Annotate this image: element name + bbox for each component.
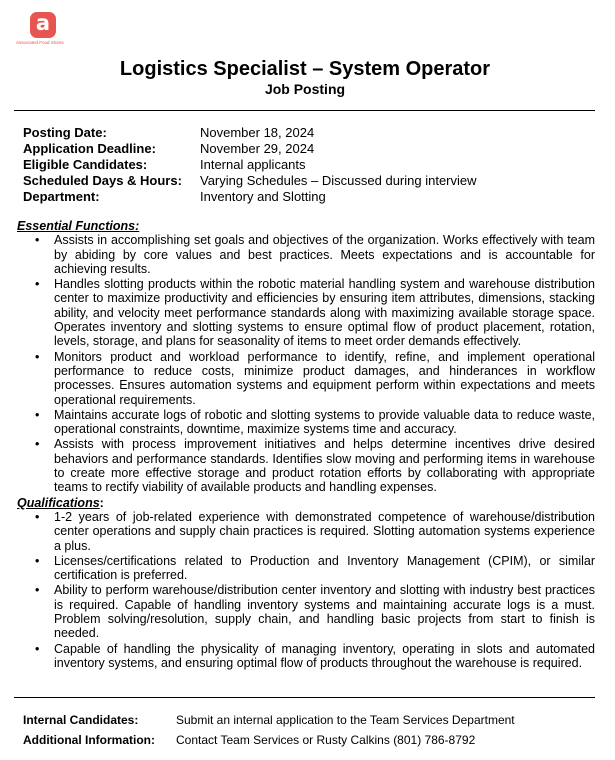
logo-text: Associated Food Stores	[16, 40, 64, 45]
info-row	[23, 141, 477, 157]
top-divider	[14, 110, 595, 111]
info-row	[23, 157, 477, 173]
bullet-icon: •	[35, 277, 40, 292]
info-row	[23, 125, 477, 141]
footer-value: Submit an internal application to the Team Services Department	[176, 713, 515, 727]
info-value: November 18, 2024	[200, 125, 315, 140]
info-row	[23, 189, 477, 205]
info-label: Scheduled Days & Hours:	[23, 173, 182, 188]
list-item-text: Capable of handling the physicality of managing inventory, operating in slots and automated inventory systems, and ensuring optimal flow of products throughout the warehouse is required.	[54, 641, 595, 670]
list-item-text: Licenses/certifications related to Production and Inventory Management (CPIM), or similar certification is preferred.	[54, 553, 595, 583]
info-value: Internal applicants	[200, 157, 306, 172]
info-value: Inventory and Slotting	[200, 189, 326, 204]
list-item-text: Assists with process improvement initiatives and helps determine incentives drive desired behaviors and performance standards. Identifies slow moving and performing items in warehouse to create more effective storage and product rotation efforts by collaborating with appropriate teams to rectify viability of available products and handling expenses.	[54, 437, 595, 495]
list-item	[17, 350, 595, 407]
info-row	[23, 173, 477, 189]
page-title: Logistics Specialist – System Operator	[119, 58, 491, 80]
page-subtitle: Job Posting	[264, 81, 346, 97]
bullet-icon: •	[35, 349, 40, 364]
footer-value: Contact Team Services or Rusty Calkins (801) 786-8792	[176, 733, 476, 747]
list-item-text: 1-2 years of job-related experience with demonstrated competence of warehouse/distribution center operations and supply chain practices is required. Slotting automation systems experience a plus.	[54, 509, 595, 553]
bullet-icon: •	[35, 641, 40, 656]
qualifications-heading: Qualifications	[17, 495, 100, 510]
bottom-divider	[14, 697, 595, 698]
bullet-icon: •	[35, 233, 40, 248]
info-label: Application Deadline:	[23, 141, 156, 156]
list-item	[17, 583, 595, 640]
essential-functions-heading: Essential Functions:	[17, 219, 140, 233]
bullet-icon: •	[35, 583, 40, 598]
footer-row	[23, 732, 515, 752]
bullet-icon: •	[35, 407, 40, 422]
info-value: Varying Schedules – Discussed during interview	[200, 173, 477, 188]
list-item	[17, 642, 595, 671]
list-item	[17, 233, 595, 276]
list-item	[17, 277, 595, 348]
qualifications-heading-row	[17, 496, 595, 510]
logo-letter: a	[35, 11, 51, 35]
info-label: Eligible Candidates:	[23, 157, 148, 172]
list-item-text: Ability to perform warehouse/distribution center inventory and slotting with industry best practices is required. Capable of handling inventory systems and maintaining accurate logs is a must. Problem solving/resolution, supply chain, and handling basic projects from start to finish is needed.	[54, 583, 595, 641]
footer-label: Additional Information:	[23, 733, 155, 747]
footer-row	[23, 712, 515, 732]
list-item-text: Monitors product and workload performance to identify, refine, and implement operational performance to reduce costs, minimize product damages, and hinderances in workflow processes. Ensures automation systems and equipment perform within expectations and meets operational requirements.	[54, 349, 595, 407]
posting-info	[23, 125, 477, 205]
list-item	[17, 510, 595, 553]
footer-label: Internal Candidates:	[23, 713, 139, 727]
job-content	[17, 219, 595, 671]
essential-functions-list	[17, 233, 595, 494]
list-item-text: Assists in accomplishing set goals and objectives of the organization. Works effectively with team by abiding by core values and best practices. Meets expectations and is accountable for achieving results.	[54, 233, 595, 276]
list-item-text: Maintains accurate logs of robotic and slotting systems to provide valuable data to reduce waste, operational constraints, downtime, maximize systems time and accuracy.	[54, 407, 595, 437]
list-item	[17, 408, 595, 437]
info-value: November 29, 2024	[200, 141, 315, 156]
qualifications-colon: :	[99, 495, 104, 510]
logo-badge	[30, 12, 56, 38]
bullet-icon: •	[35, 437, 40, 452]
company-logo	[16, 12, 76, 45]
info-label: Posting Date:	[23, 125, 107, 140]
footer-info	[23, 712, 515, 752]
list-item	[17, 437, 595, 494]
bullet-icon: •	[35, 553, 40, 568]
qualifications-list	[17, 510, 595, 670]
bullet-icon: •	[35, 509, 40, 524]
list-item-text: Handles slotting products within the robotic material handling system and warehouse distribution center to maximize productivity and efficiencies by ensuring item attributes, dimensions, stacking ability, and velocity meet performance standards along with maximizing available storage space. Operates inventory and slotting systems to ensure optimal flow of product placement, rotation, levels, storage, and plans for seasonality of items to meet order demands effectively.	[54, 277, 595, 349]
list-item	[17, 554, 595, 583]
info-label: Department:	[23, 189, 100, 204]
